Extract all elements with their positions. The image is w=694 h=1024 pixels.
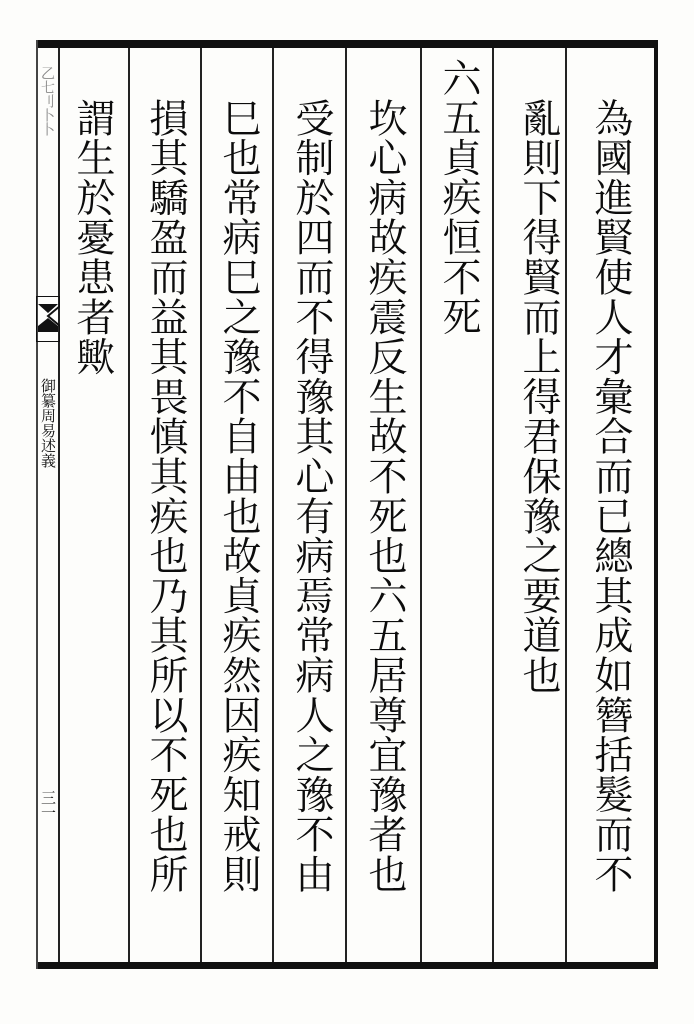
- text-column-4: 坎心病故疾震反生故不死也六五居尊宜豫者也: [362, 98, 407, 894]
- column-rule: [128, 48, 130, 962]
- text-column-8: 謂生於憂患者歟: [70, 98, 115, 377]
- column-rule: [565, 48, 567, 962]
- text-column-1: 為國進賢使人才彙合而已總其成如簪括髮而不: [588, 98, 633, 894]
- column-rule: [492, 48, 494, 962]
- text-column-7: 損其驕盈而益其畏慎其疾也乃其所以不死也所: [143, 98, 188, 894]
- binding-spine: [36, 48, 58, 962]
- column-rule: [345, 48, 347, 962]
- column-rule: [420, 48, 422, 962]
- spine-page-number: 三一: [39, 790, 57, 820]
- frame-top-border: [36, 40, 658, 48]
- spine-faded-text: 乙七刂卜卜: [39, 66, 55, 136]
- column-rule: [58, 48, 60, 962]
- frame-right-border: [654, 40, 658, 969]
- text-column-3-heading: 六五貞疾恒不死: [436, 58, 481, 337]
- spine-book-title: 御纂周易述義: [39, 378, 57, 468]
- column-rule: [200, 48, 202, 962]
- text-column-2: 亂則下得賢而上得君保豫之要道也: [516, 98, 561, 695]
- frame-bottom-border: [36, 962, 658, 969]
- text-column-5: 受制於四而不得豫其心有病焉常病人之豫不由: [289, 98, 334, 894]
- text-column-6: 巳也常病巳之豫不自由也故貞疾然因疾知戒則: [216, 98, 261, 894]
- fish-tail-mark-icon: [36, 296, 60, 342]
- column-rule: [272, 48, 274, 962]
